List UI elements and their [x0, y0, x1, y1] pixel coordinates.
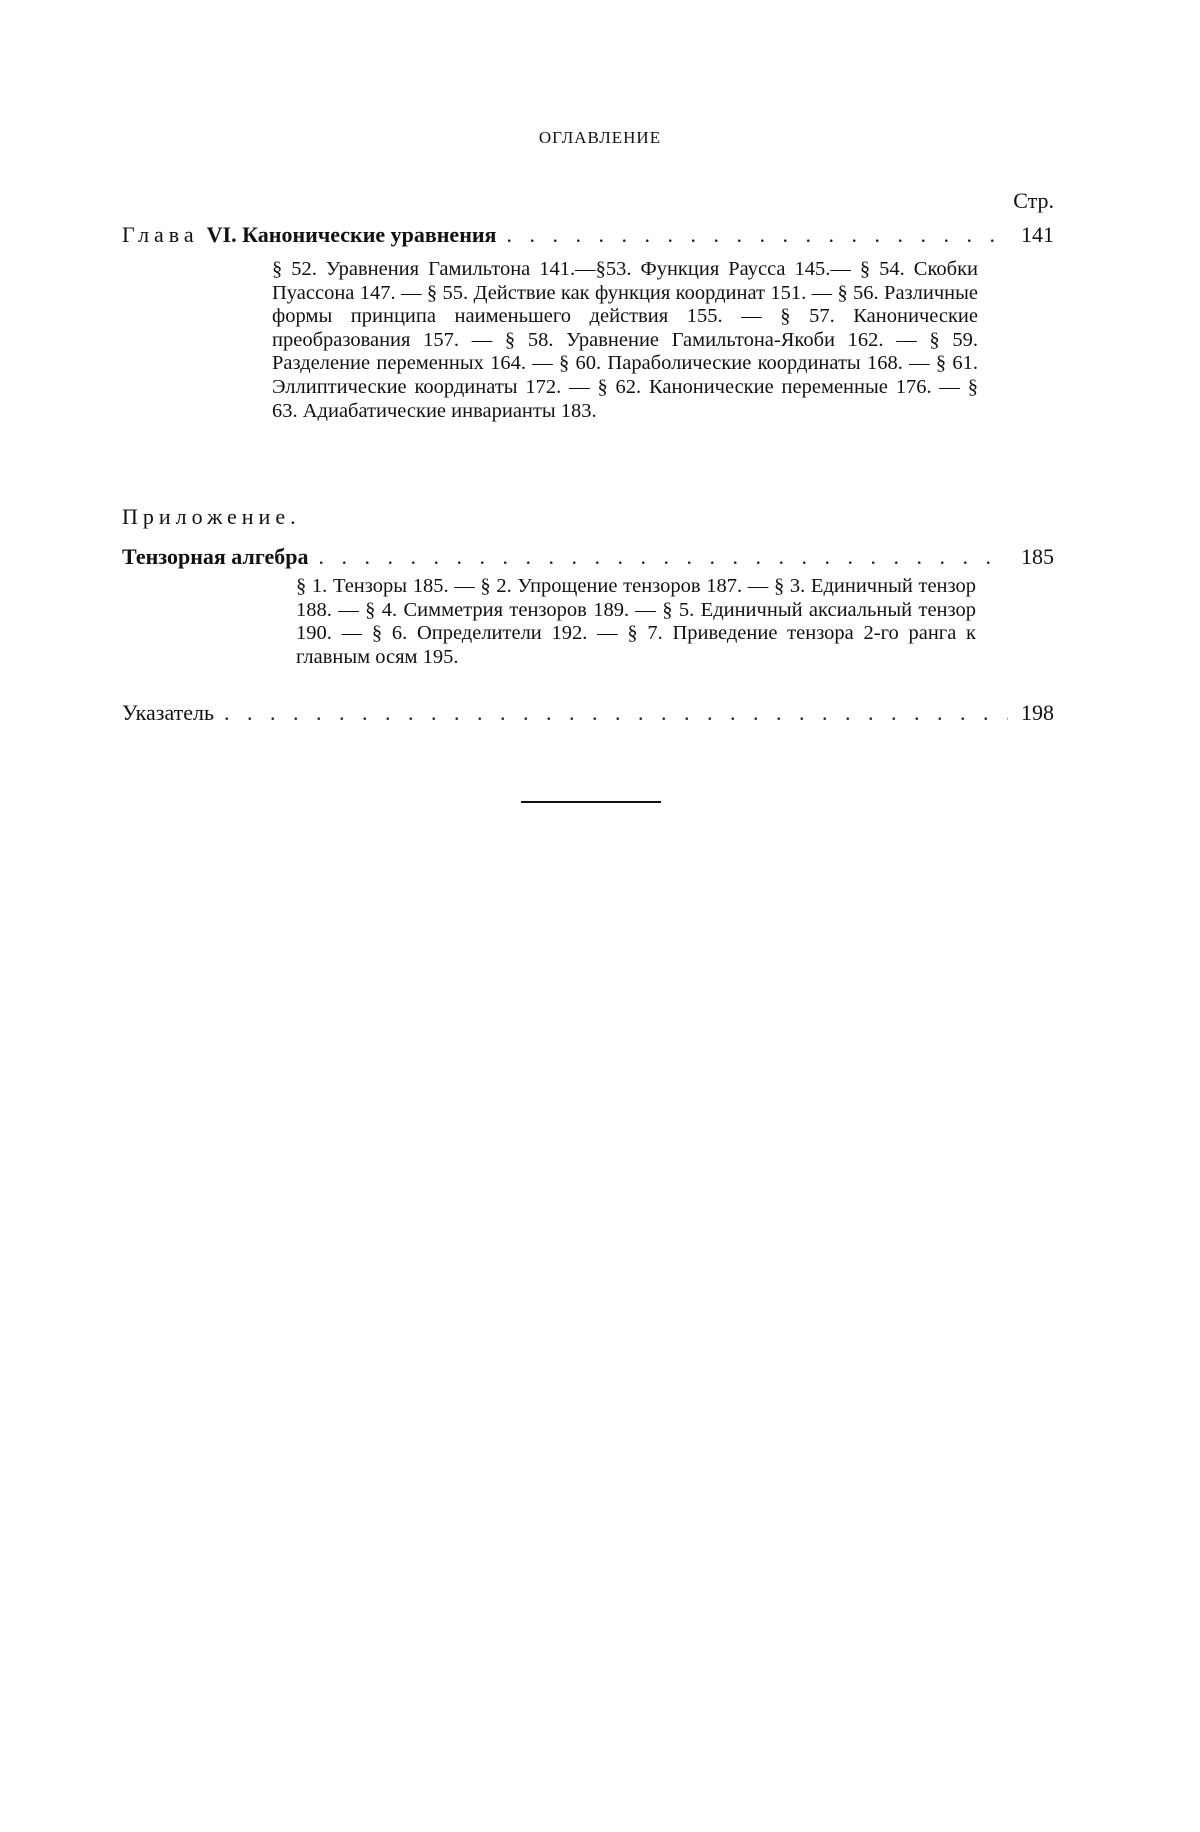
toc-entry-index[interactable]: [122, 700, 1054, 730]
toc-entry-appendix[interactable]: [122, 544, 1054, 574]
chapter-sections: § 52. Уравнения Гамильтона 141.—§53. Функция Раусса 145.— § 54. Скобки Пуассона 147. — § 55. Действие как функция координат 151. — § 56. Различные формы принципа наименьшего действия 155. — § 57. Канонические преобразования 157. — § 58. Уравнение Гамильтона-Якоби 162. — § 59. Разделение переменных 164. — § 60. Параболические координаты 168. — § 61. Эллиптические координаты 172. — § 62. Канонические переменные 176. — § 63. Адиабатические инварианты 183.: [272, 258, 978, 422]
index-page-number: 198: [1021, 700, 1054, 725]
page-column-label: Стр.: [1013, 188, 1054, 213]
chapter-prefix: Глава: [122, 222, 199, 247]
chapter-page-number: 141: [1021, 222, 1054, 247]
end-divider: [521, 801, 661, 803]
toc-entry-chapter[interactable]: [122, 222, 1054, 252]
dot-leader: [224, 700, 1008, 726]
index-title: Указатель: [122, 700, 215, 725]
appendix-label: Приложение.: [122, 504, 301, 529]
appendix-title: Тензорная алгебра: [122, 544, 309, 569]
chapter-title: Канонические уравнения: [242, 222, 497, 247]
chapter-number: VI.: [206, 222, 237, 247]
appendix-page-number: 185: [1021, 544, 1054, 569]
appendix-sections: § 1. Тензоры 185. — § 2. Упрощение тензоров 187. — § 3. Единичный тензор 188. — § 4. Симметрия тензоров 189. — § 5. Единичный аксиальный тензор 190. — § 6. Определители 192. — § 7. Приведение тензора 2-го ранга к главным осям 195.: [296, 575, 976, 668]
dot-leader: [319, 544, 1008, 570]
page-title: ОГЛАВЛЕНИЕ: [538, 128, 662, 147]
dot-leader: [506, 222, 1008, 248]
